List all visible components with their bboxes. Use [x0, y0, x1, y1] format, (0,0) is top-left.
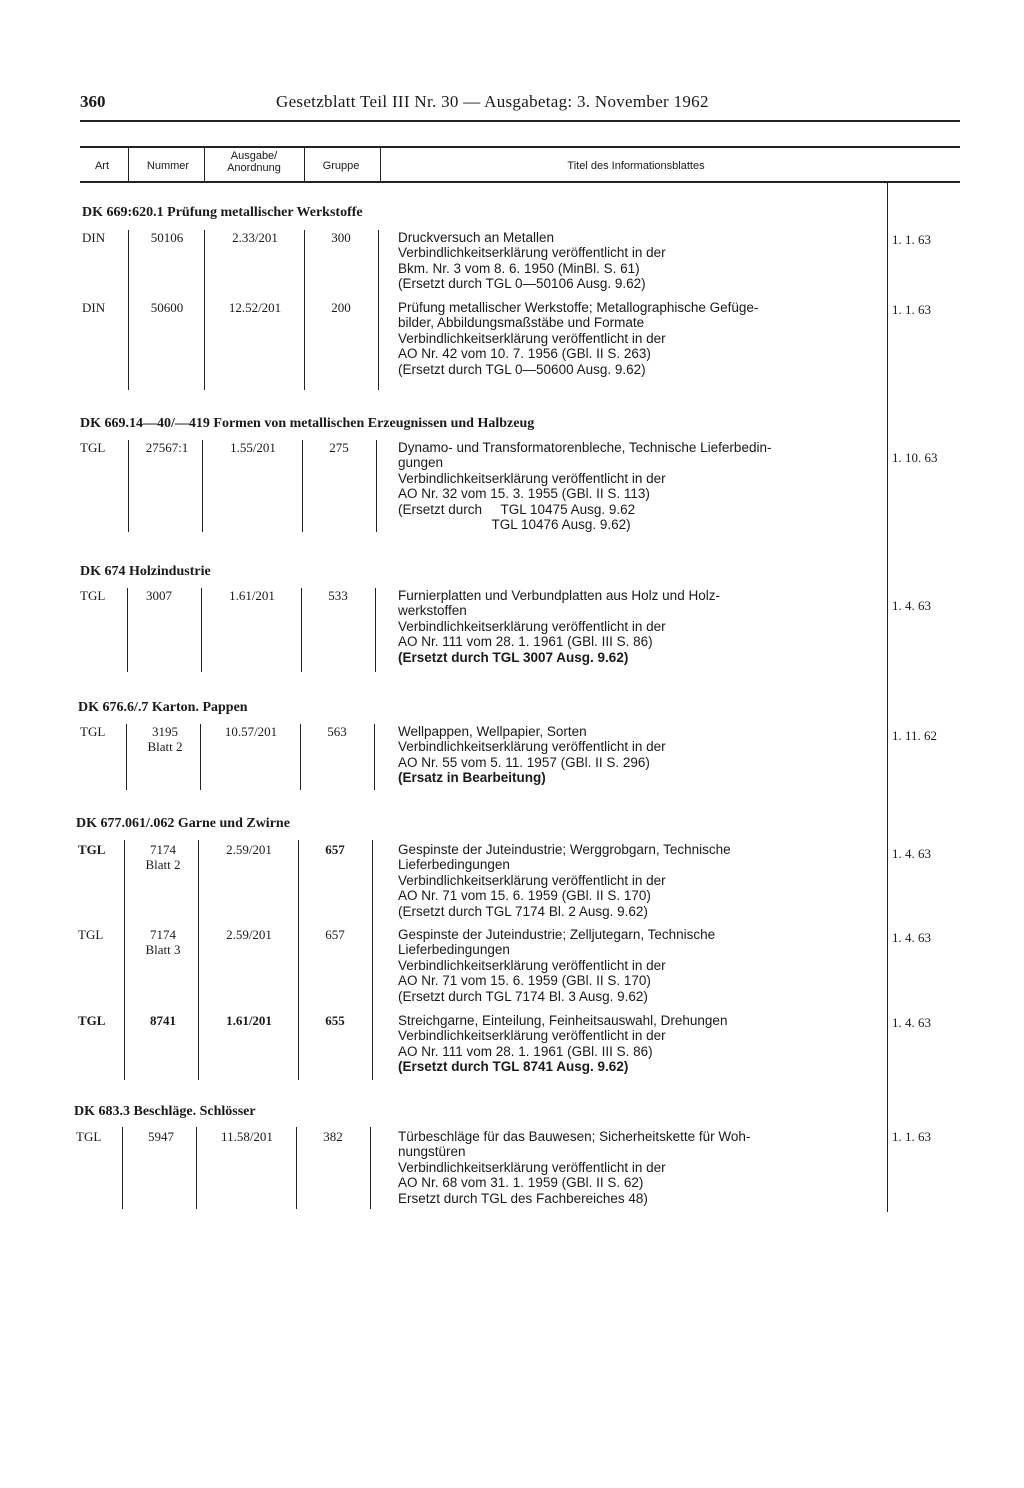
column-divider [198, 840, 199, 1080]
header-divider [128, 148, 129, 181]
title-line: (Ersetzt durch TGL 7174 Bl. 3 Ausg. 9.62) [398, 988, 648, 1004]
row-ausgabe: 10.57/201 [224, 724, 278, 739]
nummer-line: Blatt 2 [147, 739, 183, 754]
row-ausgabe: 1.55/201 [230, 440, 276, 455]
row-title [398, 724, 874, 786]
row-nummer [128, 927, 198, 957]
title-line: AO Nr. 55 vom 5. 11. 1957 (GBl. II S. 296) [398, 754, 650, 770]
nummer-line: 7174 [150, 927, 176, 942]
row-nummer: 5947 [148, 1129, 174, 1144]
row-gruppe: 533 [328, 588, 348, 603]
title-line: TGL 10476 Ausg. 9.62) [398, 517, 631, 533]
row-ausgabe: 1.61/201 [226, 1013, 272, 1028]
column-divider [304, 230, 305, 390]
table-top-rule [80, 146, 960, 148]
header-bottom-rule [80, 181, 960, 183]
title-line: Dynamo- und Transformatorenbleche, Technische Lieferbedin- [398, 440, 772, 455]
title-line: (Ersetzt durch TGL 10475 Ausg. 9.62 [398, 501, 636, 517]
column-divider [128, 230, 129, 390]
row-nummer [130, 724, 200, 754]
row-ausgabe: 2.59/201 [226, 927, 272, 942]
row-title [398, 230, 874, 292]
title-line: bilder, Abbildungsmaßstäbe und Formate [398, 315, 645, 331]
row-art: TGL [80, 724, 106, 739]
row-gruppe: 200 [331, 300, 351, 315]
title-line: Verbindlichkeitserklärung veröffentlicht in der [398, 470, 666, 486]
section-title: DK 676.6/.7 Karton. Pappen [78, 700, 248, 715]
row-title [398, 588, 874, 665]
title-line: Ersetzt durch TGL des Fachbereiches 48) [398, 1190, 648, 1206]
title-line: gungen [398, 455, 444, 471]
column-divider [372, 840, 373, 1080]
row-art: TGL [78, 927, 104, 942]
column-divider [296, 1127, 297, 1209]
title-line: (Ersatz in Bearbeitung) [398, 770, 546, 786]
header-rule [80, 120, 960, 122]
row-gruppe: 657 [325, 927, 345, 942]
title-line: Lieferbedingungen [398, 857, 510, 873]
effective-date: 1. 1. 63 [892, 1129, 931, 1144]
column-divider [200, 724, 201, 790]
running-title: Gesetzblatt Teil III Nr. 30 — Ausgabetag: 3. November 1962 [276, 92, 709, 111]
row-nummer [128, 842, 198, 872]
row-ausgabe: 2.33/201 [232, 230, 278, 245]
column-header-titel: Titel des Informationsblattes [567, 160, 705, 172]
column-divider [124, 840, 125, 1080]
column-divider [300, 724, 301, 790]
effective-date: 1. 10. 63 [892, 450, 938, 465]
column-divider [370, 1127, 371, 1209]
title-line: nungstüren [398, 1144, 466, 1160]
title-line: AO Nr. 68 vom 31. 1. 1959 (GBl. II S. 62) [398, 1175, 644, 1191]
column-header-ausgabe-line2: Anordnung [227, 162, 281, 174]
row-art: TGL [76, 1129, 102, 1144]
effective-date: 1. 1. 63 [892, 232, 931, 247]
title-line: Verbindlichkeitserklärung veröffentlicht in der [398, 957, 666, 973]
header-divider [304, 148, 305, 181]
title-line: Verbindlichkeitserklärung veröffentlicht in der [398, 330, 666, 346]
column-divider [301, 588, 302, 672]
row-title [398, 300, 874, 377]
effective-date: 1. 11. 62 [892, 728, 938, 743]
effective-date: 1. 4. 63 [892, 846, 931, 861]
title-line: AO Nr. 42 vom 10. 7. 1956 (GBl. II S. 263) [398, 346, 651, 362]
effective-date: 1. 4. 63 [892, 1015, 931, 1030]
title-line: Bkm. Nr. 3 vom 8. 6. 1950 (MinBl. S. 61) [398, 260, 640, 276]
row-nummer: 27567:1 [145, 440, 189, 455]
row-nummer: 50600 [150, 300, 184, 315]
title-line: Verbindlichkeitserklärung veröffentlicht in der [398, 618, 666, 634]
row-nummer: 50106 [150, 230, 184, 245]
title-line: Türbeschläge für das Bauwesen; Sicherheitskette für Woh- [398, 1129, 751, 1144]
column-divider [122, 1127, 123, 1209]
row-title [398, 440, 874, 532]
column-divider [126, 724, 127, 790]
nummer-line: 3195 [152, 724, 178, 739]
page-number: 360 [80, 92, 106, 111]
nummer-line: 7174 [150, 842, 176, 857]
nummer-line: Blatt 3 [145, 942, 181, 957]
row-art: DIN [82, 230, 106, 245]
title-line: Gespinste der Juteindustrie; Werggrobgarn, Technische [398, 842, 731, 857]
title-line: Wellpappen, Wellpapier, Sorten [398, 724, 587, 739]
date-column-divider [887, 182, 888, 1212]
title-line: Verbindlichkeitserklärung veröffentlicht in der [398, 872, 666, 888]
column-divider [374, 724, 375, 790]
title-line: AO Nr. 32 vom 15. 3. 1955 (GBl. II S. 113) [398, 486, 650, 502]
title-line: (Ersetzt durch TGL 8741 Ausg. 9.62) [398, 1059, 629, 1075]
row-art: DIN [82, 300, 106, 315]
title-line: werkstoffen [398, 603, 467, 619]
row-art: TGL [78, 842, 106, 857]
column-divider [376, 440, 377, 532]
title-line: Druckversuch an Metallen [398, 230, 555, 245]
title-line: Streichgarne, Einteilung, Feinheitsauswahl, Drehungen [398, 1013, 728, 1028]
row-nummer: 8741 [150, 1013, 176, 1028]
column-divider [201, 588, 202, 672]
title-line: (Ersetzt durch TGL 0—50600 Ausg. 9.62) [398, 361, 646, 377]
column-divider [375, 588, 376, 672]
section-title: DK 674 Holzindustrie [80, 564, 211, 579]
title-line: (Ersetzt durch TGL 7174 Bl. 2 Ausg. 9.62) [398, 903, 648, 919]
title-line: Verbindlichkeitserklärung veröffentlicht in der [398, 739, 666, 755]
nummer-line: Blatt 2 [145, 857, 181, 872]
column-divider [202, 440, 203, 532]
title-line: Verbindlichkeitserklärung veröffentlicht in der [398, 245, 666, 261]
row-gruppe: 382 [323, 1129, 343, 1144]
title-line: Gespinste der Juteindustrie; Zelljutegarn, Technische [398, 927, 716, 942]
title-line: AO Nr. 71 vom 15. 6. 1959 (GBl. II S. 170) [398, 888, 651, 904]
title-line: AO Nr. 71 vom 15. 6. 1959 (GBl. II S. 170) [398, 973, 651, 989]
column-header-art: Art [94, 160, 110, 172]
column-divider [378, 230, 379, 390]
column-header-ausgabe [206, 150, 302, 174]
column-divider [127, 588, 128, 672]
title-line: (Ersetzt durch TGL 3007 Ausg. 9.62) [398, 649, 629, 665]
column-header-ausgabe-line1: Ausgabe/ [230, 150, 278, 162]
column-divider [128, 440, 129, 532]
row-nummer: 3007 [146, 588, 172, 603]
column-divider [298, 840, 299, 1080]
title-line: Prüfung metallischer Werkstoffe; Metallographische Gefüge- [398, 300, 759, 315]
section-title: DK 677.061/.062 Garne und Zwirne [76, 816, 290, 831]
row-gruppe: 655 [325, 1013, 345, 1028]
title-line: AO Nr. 111 vom 28. 1. 1961 (GBl. III S. 86) [398, 1043, 653, 1059]
header-divider [204, 148, 205, 181]
header-divider [380, 148, 381, 181]
title-line: AO Nr. 111 vom 28. 1. 1961 (GBl. III S. 86) [398, 634, 653, 650]
column-divider [196, 1127, 197, 1209]
row-gruppe: 657 [325, 842, 345, 857]
row-title [398, 1013, 874, 1075]
row-art: TGL [78, 1013, 106, 1028]
section-title: DK 683.3 Beschläge. Schlösser [74, 1104, 256, 1119]
row-title [398, 927, 874, 1004]
row-ausgabe: 11.58/201 [221, 1129, 273, 1144]
row-title [398, 842, 874, 919]
row-ausgabe: 1.61/201 [229, 588, 275, 603]
row-gruppe: 563 [327, 724, 347, 739]
section-title: DK 669:620.1 Prüfung metallischer Werkstoffe [82, 205, 363, 220]
column-divider [302, 440, 303, 532]
page-header [80, 92, 960, 116]
effective-date: 1. 4. 63 [892, 598, 931, 613]
row-ausgabe: 12.52/201 [228, 300, 282, 315]
row-ausgabe: 2.59/201 [226, 842, 272, 857]
column-header-nummer: Nummer [146, 160, 190, 172]
section-title: DK 669.14—40/—419 Formen von metallischen Erzeugnissen und Halbzeug [80, 416, 535, 431]
row-art: TGL [80, 440, 106, 455]
column-divider [204, 230, 205, 390]
effective-date: 1. 4. 63 [892, 930, 931, 945]
title-line: (Ersetzt durch TGL 0—50106 Ausg. 9.62) [398, 276, 646, 292]
column-header-gruppe: Gruppe [322, 160, 360, 172]
title-line: Verbindlichkeitserklärung veröffentlicht in der [398, 1159, 666, 1175]
effective-date: 1. 1. 63 [892, 302, 931, 317]
title-line: Furnierplatten und Verbundplatten aus Holz und Holz- [398, 588, 720, 603]
title-line: Lieferbedingungen [398, 942, 510, 958]
row-title [398, 1129, 874, 1206]
row-art: TGL [80, 588, 106, 603]
title-line: Verbindlichkeitserklärung veröffentlicht in der [398, 1028, 666, 1044]
row-gruppe: 300 [331, 230, 351, 245]
row-gruppe: 275 [329, 440, 349, 455]
